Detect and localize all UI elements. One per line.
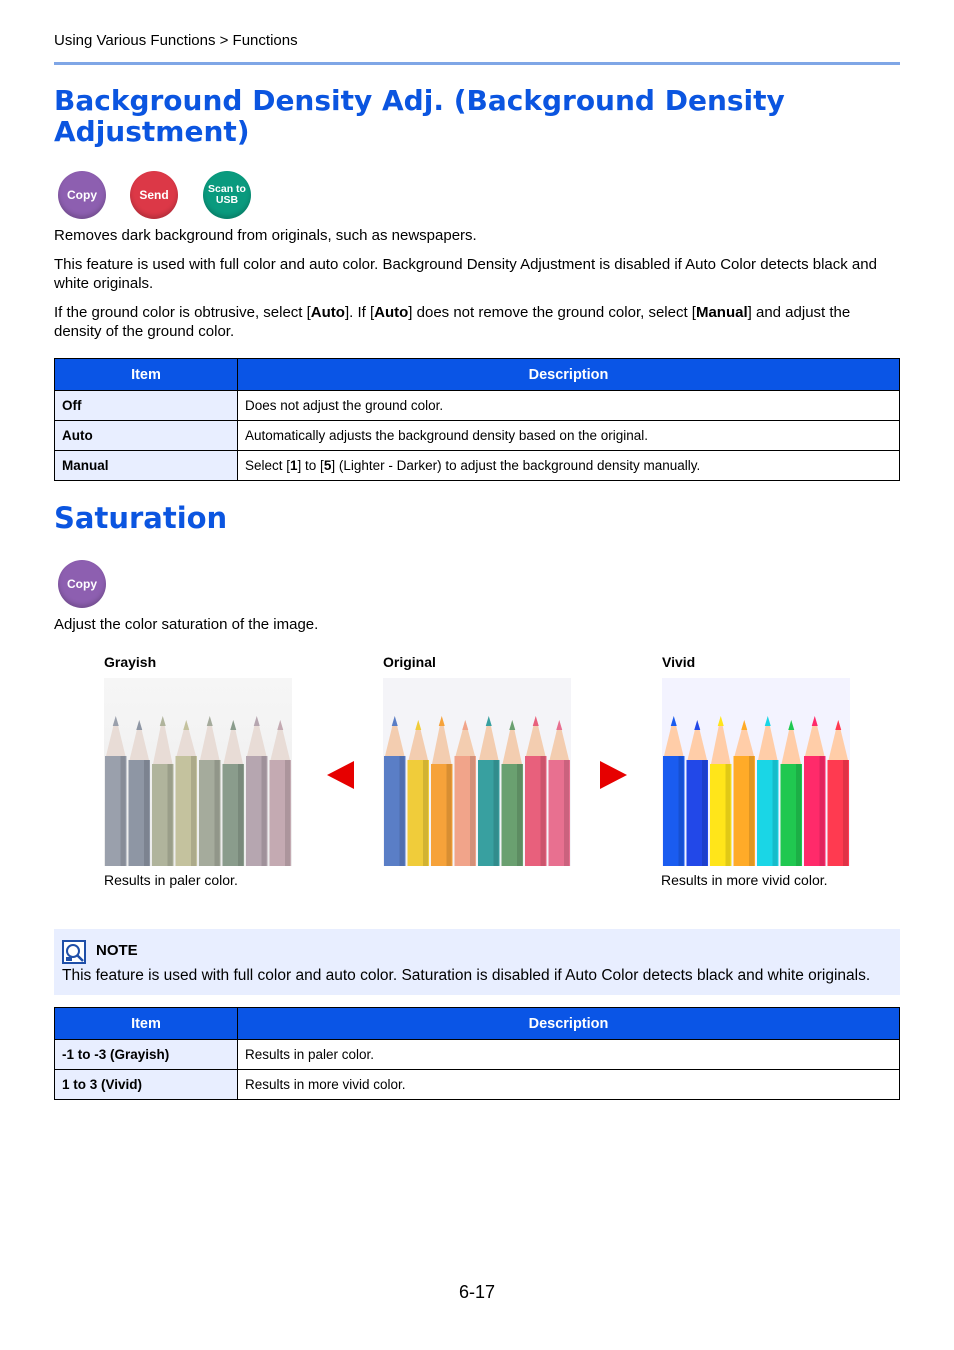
pencils-original-image	[383, 678, 571, 866]
text-bold: 1	[290, 458, 298, 473]
table-row	[55, 421, 900, 451]
pencil-shade	[726, 764, 731, 866]
pencil-shade	[517, 764, 522, 866]
table-cell-item: 1 to 3 (Vivid)	[55, 1070, 238, 1100]
pencil-shade	[843, 760, 848, 866]
note-text: This feature is used with full color and auto color. Saturation is disabled if Auto Color detects black and white originals.	[62, 967, 871, 984]
pencil-shade	[262, 756, 267, 866]
table-row	[55, 391, 900, 421]
caption-vivid: Results in more vivid color.	[661, 872, 828, 888]
pencil-shade	[773, 760, 778, 866]
image-label-vivid: Vivid	[662, 654, 696, 670]
pencil-shade	[564, 760, 569, 866]
table-row	[55, 1040, 900, 1070]
background-density-table	[54, 358, 900, 481]
arrow-left-icon	[327, 761, 354, 789]
text-fragment: ] does not remove the ground color, select [	[408, 304, 696, 321]
page-number: 6-17	[458, 1282, 496, 1302]
paragraph-intro: Removes dark background from originals, such as newspapers.	[54, 227, 477, 244]
pencil-shade	[541, 756, 546, 866]
table-cell-item: -1 to -3 (Grayish)	[55, 1040, 238, 1070]
header-rule	[54, 62, 900, 65]
text-fragment: ]. If [	[344, 304, 375, 321]
paragraph-feature-note: This feature is used with full color and auto color. Background Density Adjustment is disabled if Auto Color detects black and white originals.	[54, 256, 877, 292]
note-icon	[62, 940, 86, 964]
text-fragment: ] and adjust the density of the ground color.	[54, 304, 851, 340]
table-cell-description	[238, 451, 900, 481]
text-bold: Manual	[695, 304, 748, 321]
table-cell-item: Auto	[55, 421, 238, 451]
pencil-shade	[470, 756, 475, 866]
column-header-item: Item	[55, 359, 238, 391]
saturation-table	[54, 1007, 900, 1100]
pencil-shade	[215, 760, 220, 866]
breadcrumb: Using Various Functions > Functions	[54, 32, 298, 49]
image-label-original: Original	[383, 654, 436, 670]
paragraph-saturation: Adjust the color saturation of the image.	[54, 616, 319, 633]
copy-badge-icon: Copy	[58, 560, 106, 608]
pencil-shade	[494, 760, 499, 866]
paragraph-auto-manual	[54, 303, 900, 341]
table-row	[55, 451, 900, 481]
note-heading: NOTE	[96, 942, 138, 959]
scan-to-usb-badge-icon: Scan to USB	[203, 171, 251, 219]
text-bold: Auto	[310, 304, 345, 321]
table-cell-item: Off	[55, 391, 238, 421]
note-box	[54, 929, 900, 995]
pencils-vivid-image	[662, 678, 850, 866]
table-cell-description: Does not adjust the ground color.	[238, 391, 900, 421]
text-fragment: ] (Lighter - Darker) to adjust the background density manually.	[331, 458, 701, 473]
table-cell-description: Results in more vivid color.	[238, 1070, 900, 1100]
pencil-shade	[749, 756, 754, 866]
pencil-shade	[168, 764, 173, 866]
table-cell-item: Manual	[55, 451, 238, 481]
table-header-row	[55, 359, 900, 391]
column-header-item: Item	[55, 1008, 238, 1040]
table-cell-description: Automatically adjusts the background density based on the original.	[238, 421, 900, 451]
pencil-shade	[285, 760, 290, 866]
pencil-shade	[423, 760, 428, 866]
table-cell-description: Results in paler color.	[238, 1040, 900, 1070]
pencil-shade	[238, 764, 243, 866]
text-fragment: Select [	[245, 458, 291, 473]
send-badge-icon: Send	[130, 171, 178, 219]
pencil-shade	[191, 756, 196, 866]
pencil-shade	[702, 760, 707, 866]
column-header-description: Description	[238, 1008, 900, 1040]
caption-grayish: Results in paler color.	[104, 872, 238, 888]
text-bold: 5	[323, 458, 332, 473]
pencil-shade	[121, 756, 126, 866]
pencil-shade	[400, 756, 405, 866]
table-row	[55, 1070, 900, 1100]
pencil-shade	[447, 764, 452, 866]
text-bold: Auto	[374, 304, 409, 321]
pencil-shade	[796, 764, 801, 866]
section-title-background-density: Background Density Adj. (Background Density Adjustment)	[54, 84, 785, 148]
pencil-shade	[144, 760, 149, 866]
arrow-right-icon	[600, 761, 627, 789]
text-fragment: If the ground color is obtrusive, select [	[54, 304, 311, 321]
pencils-grayish-image	[104, 678, 292, 866]
section-title-saturation: Saturation	[54, 501, 228, 535]
column-header-description: Description	[238, 359, 900, 391]
image-label-grayish: Grayish	[104, 654, 157, 670]
copy-badge-icon: Copy	[58, 171, 106, 219]
table-header-row	[55, 1008, 900, 1040]
pencil-shade	[679, 756, 684, 866]
pencil-shade	[820, 756, 825, 866]
text-fragment: ] to [	[297, 458, 324, 473]
